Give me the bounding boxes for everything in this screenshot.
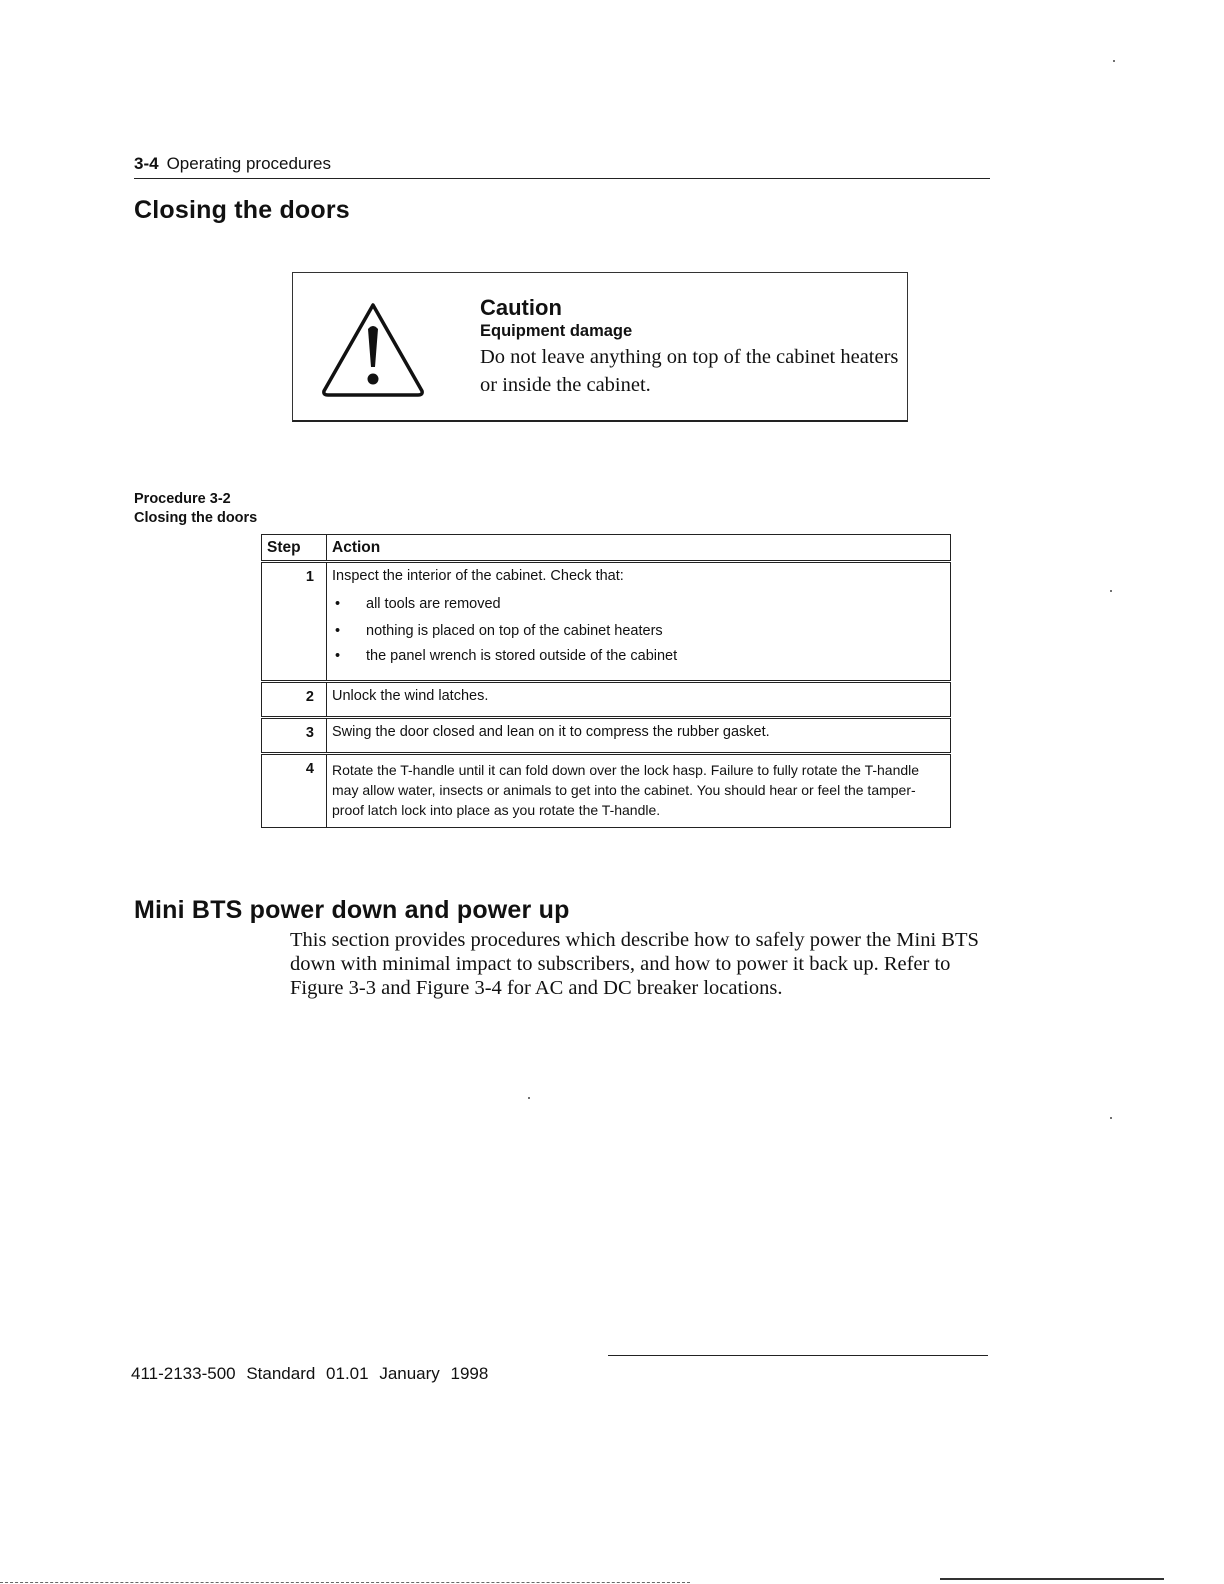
step-action-text: Inspect the interior of the cabinet. Check that: — [332, 568, 624, 584]
running-header — [134, 154, 331, 174]
step-number: 3 — [262, 718, 327, 754]
step-number: 2 — [262, 682, 327, 718]
scan-edge-line — [940, 1578, 1164, 1580]
warning-triangle-icon — [319, 299, 427, 397]
bullet-item: • the panel wrench is stored outside of the cabinet — [332, 648, 945, 664]
bullet-item: • nothing is placed on top of the cabinet heaters — [332, 623, 945, 639]
procedure-table — [261, 534, 951, 828]
page-number: 3-4 — [134, 154, 159, 173]
scan-speck — [1110, 590, 1112, 592]
caution-box — [292, 272, 908, 422]
caution-title: Caution — [480, 295, 562, 320]
table-row — [262, 682, 951, 718]
bullet-item: • all tools are removed — [332, 596, 945, 612]
chapter-title: Operating procedures — [166, 154, 332, 173]
scan-speck — [528, 1097, 530, 1099]
procedure-label — [134, 490, 257, 528]
caution-subtitle: Equipment damage — [480, 322, 633, 340]
table-row — [262, 718, 951, 754]
section-title-power: Mini BTS power down and power up — [134, 896, 570, 924]
step-action: Rotate the T-handle until it can fold down over the lock hasp. Failure to fully rotate the T-handle may allow water, insects or animals to get into the cabinet. You should hear or feel the tamper-proof latch lock into place as you rotate the T-handle. — [327, 754, 951, 828]
section-body: This section provides procedures which describe how to safely power the Mini BTS down with minimal impact to subscribers, and how to power it back up. Refer to Figure 3-3 and Figure 3-4 for AC and DC breaker locations. — [290, 929, 979, 999]
step-action: Unlock the wind latches. — [327, 682, 951, 718]
scan-speck — [1110, 1117, 1112, 1119]
step-number: 1 — [262, 562, 327, 682]
footer-rule — [608, 1355, 988, 1356]
table-row — [262, 562, 951, 682]
table-header-row — [262, 535, 951, 562]
step-number: 4 — [262, 754, 327, 828]
caution-text: Do not leave anything on top of the cabinet heaters or inside the cabinet. — [480, 346, 899, 396]
section-title-closing-doors: Closing the doors — [134, 196, 350, 224]
scan-speck — [1113, 60, 1115, 62]
scan-edge-line — [0, 1582, 690, 1583]
step-action: Swing the door closed and lean on it to compress the rubber gasket. — [327, 718, 951, 754]
header-rule — [134, 178, 990, 179]
column-header-action: Action — [327, 535, 951, 562]
procedure-title: Closing the doors — [134, 510, 258, 526]
column-header-step: Step — [262, 535, 327, 562]
table-row — [262, 754, 951, 828]
procedure-number: Procedure 3-2 — [134, 491, 231, 507]
page-footer: 411-2133-500 Standard 01.01 January 1998 — [131, 1364, 489, 1383]
step-action — [327, 562, 951, 682]
